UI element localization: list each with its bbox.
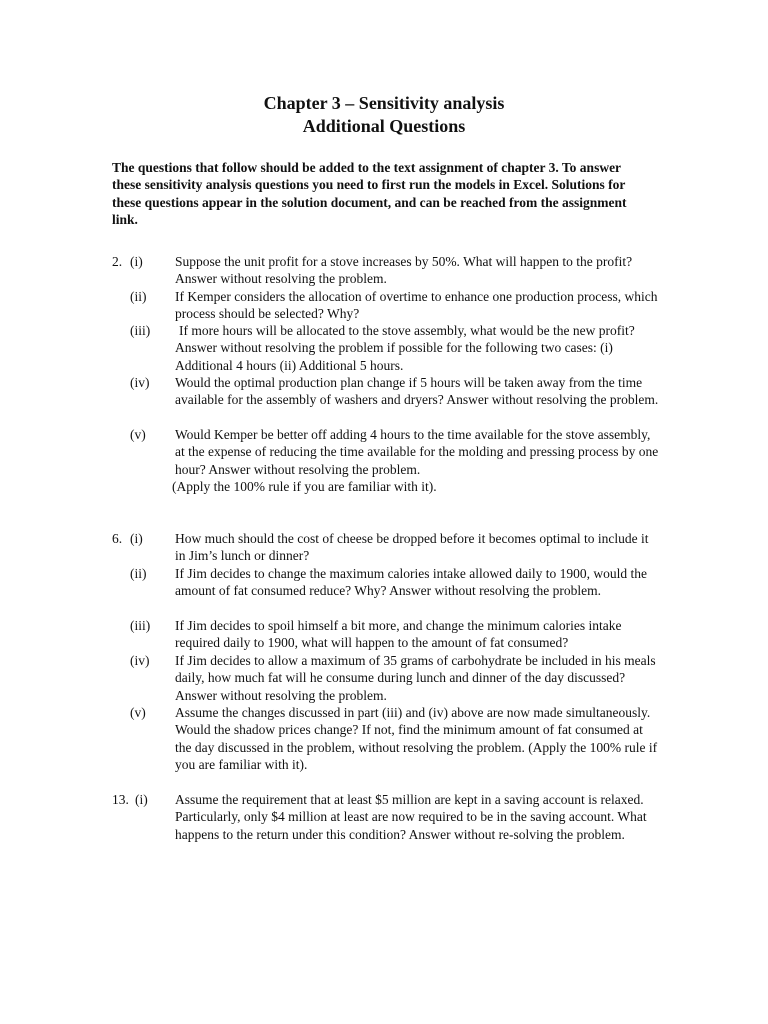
title-block [0,92,768,138]
item-label: (iv) [130,653,150,668]
intro-paragraph: The questions that follow should be added to the text assignment of chapter 3. To answer these sensitivity analysis questions you need to first run the models in Excel. Solutions for these questions appear in the solution document, and can be reached from the assignment link. [112,160,627,227]
item-text: If Kemper considers the allocation of overtime to enhance one production process, which process should be selected? Why? [175,289,658,322]
item-text: If Jim decides to allow a maximum of 35 grams of carbohydrate be included in his meals daily, how much fat will he consume during lunch and dinner of the day discussed? Answer without resolving the problem. [175,653,656,703]
q2-note: (Apply the 100% rule if you are familiar with it). [172,479,437,494]
item-text: How much should the cost of cheese be dropped before it becomes optimal to include it in Jim’s lunch or dinner? [175,531,649,564]
item-text: Assume the changes discussed in part (iii) and (iv) above are now made simultaneously. Would the shadow prices change? If not, find the minimum amount of fat consumed at the day discussed in the problem, without resolving the problem. (Apply the 100% rule if you are familiar with it). [175,705,658,772]
item-label: (ii) [130,289,147,304]
item-label: (i) [130,254,143,269]
item-label: (v) [130,705,146,720]
item-label: (i) [130,531,143,546]
chapter-subtitle: Additional Questions [302,116,466,136]
item-label: (iv) [130,375,150,390]
item-label: (iii) [130,618,151,633]
item-text: Suppose the unit profit for a stove increases by 50%. What will happen to the profit? Answer without resolving the problem. [175,254,633,287]
q6-number: 6. [112,531,123,546]
chapter-title: Chapter 3 – Sensitivity analysis [263,93,505,113]
q13-number: 13. [112,792,129,807]
item-text: If Jim decides to change the maximum calories intake allowed daily to 1900, would the amount of fat consumed reduce? Why? Answer without resolving the problem. [175,566,647,599]
item-text: If Jim decides to spoil himself a bit more, and change the minimum calories intake required daily to 1900, what will happen to the amount of fat consumed? [175,618,622,651]
item-text: Would Kemper be better off adding 4 hours to the time available for the stove assembly, at the expense of reducing the time available for the molding and pressing process by one hour? Answer without resolving the problem. [175,427,659,477]
item-text: Assume the requirement that at least $5 million are kept in a saving account is relaxed. Particularly, only $4 million at least are now required to be in the saving account. What happens to the return under this condition? Answer without re-solving the problem. [175,792,647,842]
item-label: (ii) [130,566,147,581]
item-label: (v) [130,427,146,442]
item-label: (i) [135,792,148,807]
q2-number: 2. [112,254,123,269]
item-text: If more hours will be allocated to the stove assembly, what would be the new profit? Answer without resolving the problem if possible for the following two cases: (i) Additional 4 hours (ii) Additional 5 hours. [175,323,635,373]
item-label: (iii) [130,323,151,338]
item-text: Would the optimal production plan change if 5 hours will be taken away from the time available for the assembly of washers and dryers? Answer without resolving the problem. [175,375,659,408]
